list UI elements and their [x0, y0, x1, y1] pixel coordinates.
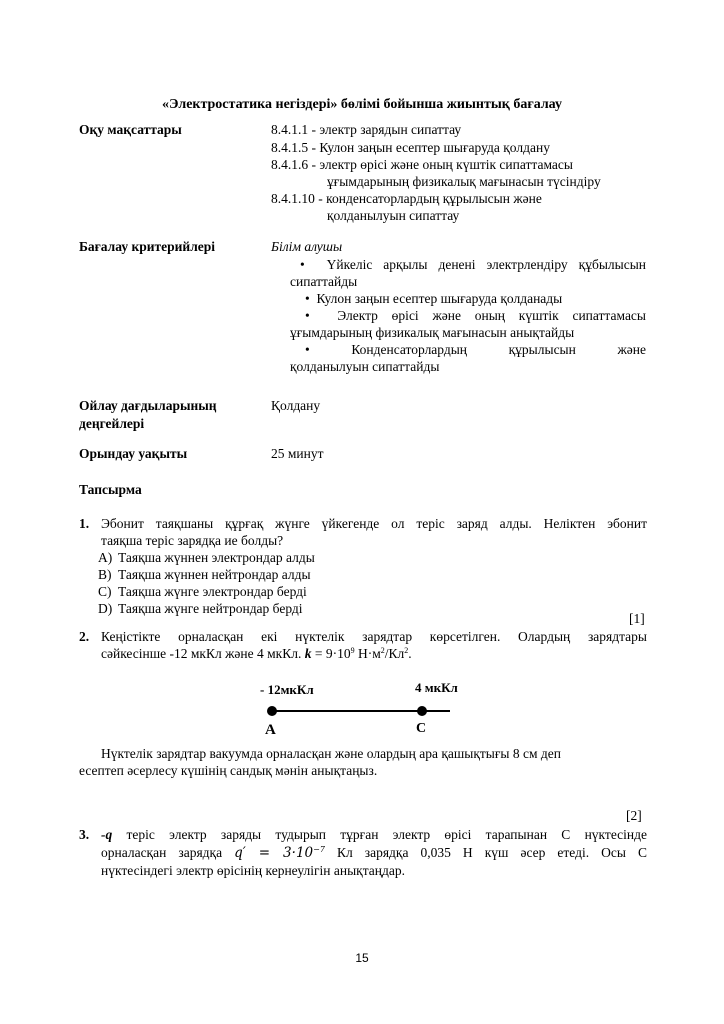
criteria-bullet: • Кулон заңын есептер шығаруда қолданады	[305, 291, 563, 306]
objective-item: 8.4.1.1 - электр зарядын сипаттау	[271, 122, 462, 137]
objective-item: қолданылуын сипаттау	[327, 208, 460, 223]
question-text: нүктесіндегі электр өрісінің кернеулігін анықтаңдар.	[101, 863, 405, 878]
question-text: Кеңістікте орналасқан екі нүктелік зарядтар көрсетілген. Олардың зарядтары	[101, 629, 647, 644]
thinking-label: деңгейлері	[79, 416, 145, 431]
bullet-icon: •	[300, 257, 327, 272]
formula: $q' = 3\cdot 10^{-7}$	[234, 845, 325, 861]
question-text: Эбонит таяқшаны құрғақ жүнге үйкегенде ол теріс заряд алды. Неліктен эбонит	[101, 516, 647, 531]
thinking-value: Қолдану	[271, 398, 321, 413]
criteria-bullet-cont: ұғымдарының физикалық мағынасын анықтайды	[290, 325, 575, 340]
objective-item: 8.4.1.6 - электр өрісі және оның күштік сипаттамасы	[271, 157, 573, 172]
answer-option[interactable]: A) Таяқша жүннен электрондар алды	[98, 550, 315, 565]
charge-a-label: - 12мкКл	[260, 682, 314, 697]
learner-label: Білім алушы	[271, 239, 343, 254]
question-text: сәйкесінше -12 мкКл және 4 мкКл. $k = 9\cdot 10^9$ $Н\cdot м^2/Кл^2$.	[101, 646, 412, 661]
charge-point-a	[267, 706, 277, 716]
bullet-icon: •	[305, 291, 317, 306]
time-label: Орындау уақыты	[79, 446, 188, 461]
point-c-label: C	[416, 721, 427, 736]
bullet-icon: •	[305, 342, 352, 357]
objective-item: 8.4.1.10 - конденсаторлардың құрылысын және	[271, 191, 542, 206]
bullet-icon: •	[305, 308, 338, 323]
page-number: 15	[355, 951, 369, 965]
question-text: есептеп әсерлесу күшінің сандық мәнін анықтаңыз.	[79, 763, 378, 778]
question-text: -q теріс электр заряды тудырып тұрған электр өрісі тарапынан С нүктесінде	[101, 827, 647, 842]
criteria-bullet: • Электр өрісі және оның күштік сипаттамасы	[305, 308, 646, 323]
points-label: [2]	[626, 808, 642, 823]
criteria-bullet-cont: қолданылуын сипаттайды	[290, 359, 440, 374]
question-number: 1.	[79, 516, 90, 531]
task-heading: Тапсырма	[79, 482, 142, 497]
criteria-bullet: • Үйкеліс арқылы денені электрлендіру құбылысын	[300, 257, 646, 272]
objective-item: 8.4.1.5 - Кулон заңын есептер шығаруда қолдану	[271, 140, 550, 155]
answer-option[interactable]: C) Таяқша жүнге электрондар берді	[98, 584, 307, 599]
points-label: [1]	[629, 611, 645, 626]
charges-diagram	[250, 680, 460, 740]
criteria-bullet: • Конденсаторлардың құрылысын және	[305, 342, 646, 357]
page-title: «Электростатика негіздері» бөлімі бойынша жиынтық бағалау	[162, 97, 562, 112]
question-number: 2.	[79, 629, 90, 644]
point-a-label: A	[265, 722, 276, 738]
time-value: 25 минут	[271, 446, 324, 461]
answer-option[interactable]: B) Таяқша жүннен нейтрондар алды	[98, 567, 311, 582]
charge-c-label: 4 мкКл	[415, 680, 458, 695]
question-text: таяқша теріс зарядқа ие болды?	[101, 533, 284, 548]
question-text: орналасқан зарядқа $q' = 3\cdot 10^{-7}$ Кл зарядқа 0,035 Н күш әсер етеді. Осы С	[101, 845, 647, 861]
question-text: Нүктелік зарядтар вакуумда орналасқан және олардың ара қашықтығы 8 см деп	[101, 746, 561, 761]
question-number: 3.	[79, 827, 90, 842]
charge-point-c	[417, 706, 427, 716]
criteria-bullet-cont: сипаттайды	[290, 274, 358, 289]
thinking-label: Ойлау дағдыларының	[79, 398, 217, 413]
answer-option[interactable]: D) Таяқша жүнге нейтрондар берді	[98, 601, 303, 616]
criteria-label: Бағалау критерийлері	[79, 239, 216, 254]
objective-item: ұғымдарының физикалық мағынасын түсіндіру	[327, 174, 601, 189]
objectives-label: Оқу мақсаттары	[79, 122, 182, 137]
